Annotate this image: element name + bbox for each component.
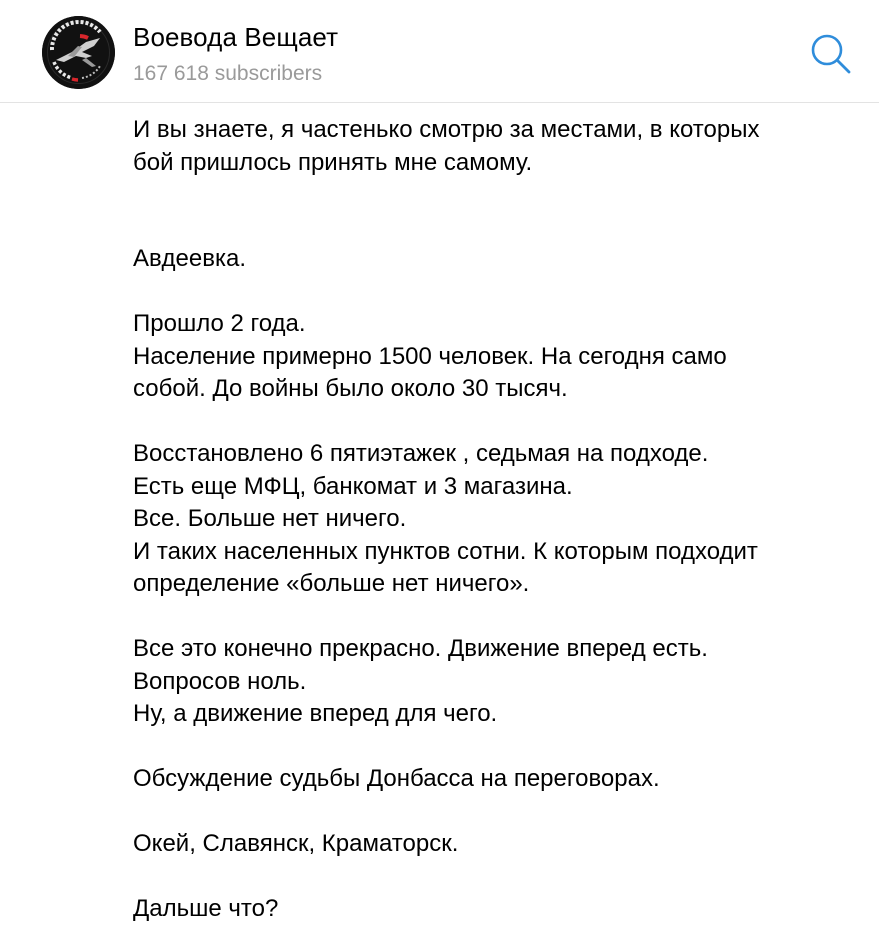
message-paragraph xyxy=(133,243,246,276)
message-line: И таких населенных пунктов сотни. К которым подходит xyxy=(133,537,758,565)
message-line: Вопросов ноль. xyxy=(133,667,307,695)
subscriber-count: 167 618 subscribers xyxy=(133,62,323,85)
message-paragraph xyxy=(133,633,708,731)
message-line: И вы знаете, я частенько смотрю за местами, в которых xyxy=(133,116,760,143)
message-paragraph xyxy=(133,828,458,861)
message-paragraph xyxy=(133,308,727,406)
message-paragraph xyxy=(133,438,758,601)
message-paragraph xyxy=(133,763,660,796)
message-line: определение «больше нет ничего». xyxy=(133,570,530,597)
message-line: Обсуждение судьбы Донбасса на переговорах. xyxy=(133,765,660,792)
search-button[interactable] xyxy=(808,31,854,77)
channel-title[interactable]: Воевода Вещает xyxy=(133,22,339,52)
avatar-logo-icon xyxy=(42,16,115,89)
message-line: Ну, а движение вперед для чего. xyxy=(133,700,498,727)
message-line: собой. До войны было около 30 тысяч. xyxy=(133,375,568,402)
message-line: Есть еще МФЦ, банкомат и 3 магазина. xyxy=(133,472,573,500)
message-line: Окей, Славянск, Краматорск. xyxy=(133,830,459,857)
message-paragraph xyxy=(133,893,278,926)
message-line: Население примерно 1500 человек. На сегодня само xyxy=(133,342,727,370)
message-line: бой пришлось принять мне самому. xyxy=(133,148,533,176)
search-icon xyxy=(808,31,854,77)
message-line: Дальше что? xyxy=(133,895,279,922)
message-line: Все. Больше нет ничего. xyxy=(133,505,407,532)
message-paragraph xyxy=(133,114,759,179)
message-line: Восстановлено 6 пятиэтажек , седьмая на подходе. xyxy=(133,440,709,467)
channel-header xyxy=(0,0,879,103)
message-line: Все это конечно прекрасно. Движение вперед есть. xyxy=(133,635,708,662)
channel-avatar[interactable] xyxy=(42,16,115,89)
message-line: Авдеевка. xyxy=(133,245,246,272)
message-line: Прошло 2 года. xyxy=(133,310,306,337)
